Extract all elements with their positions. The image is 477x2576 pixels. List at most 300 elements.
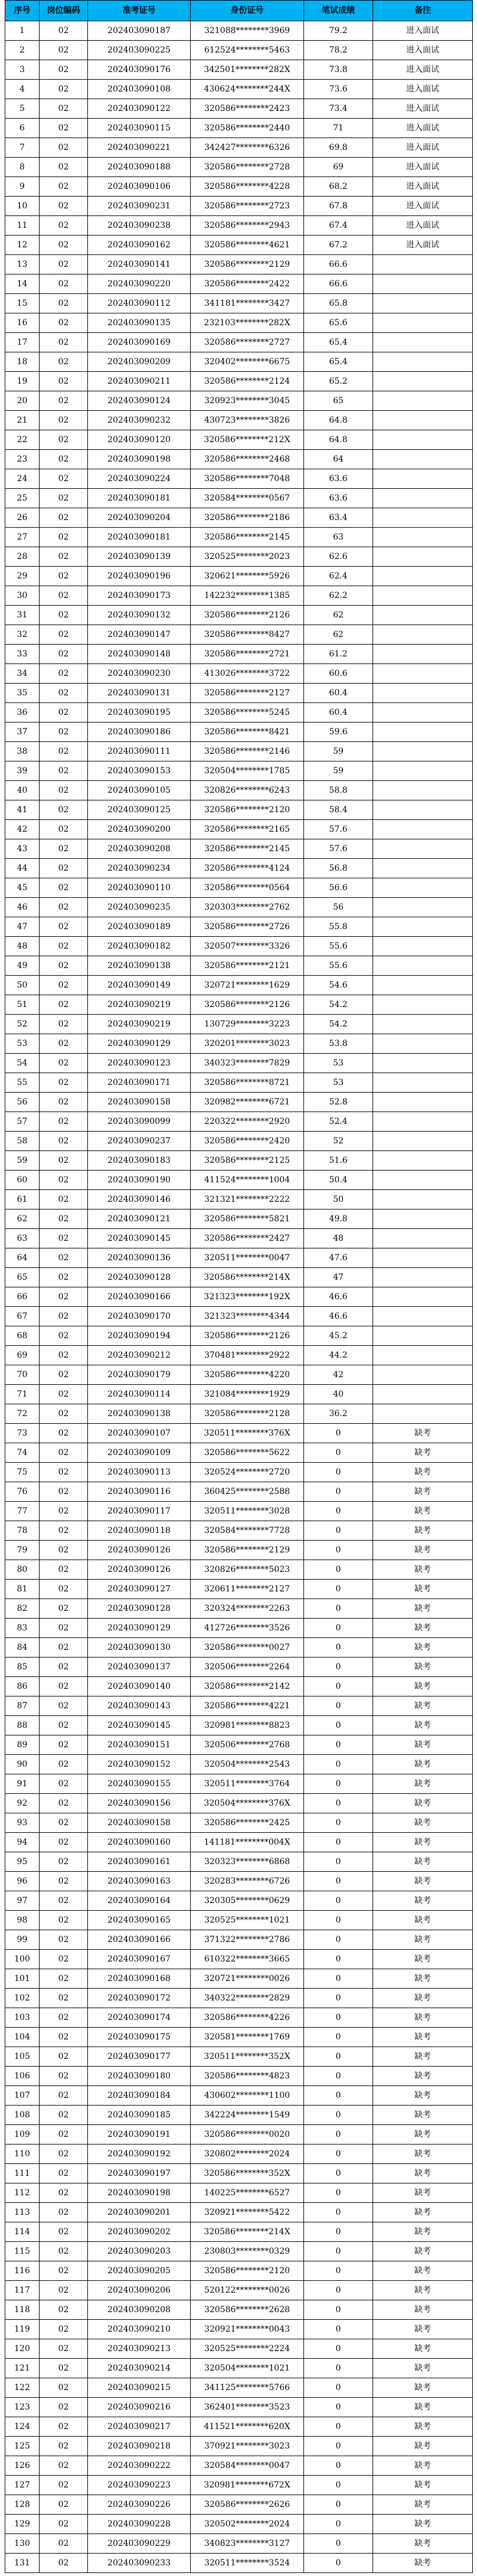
cell-no: 70 xyxy=(5,1365,40,1385)
cell-post-code: 02 xyxy=(40,2067,88,2086)
table-row xyxy=(5,1346,473,1365)
cell-written-score: 73.4 xyxy=(304,99,373,119)
cell-remark: 缺考 xyxy=(373,2398,473,2417)
table-row xyxy=(5,197,473,216)
cell-remark xyxy=(373,1112,473,1132)
cell-post-code: 02 xyxy=(40,800,88,820)
cell-ticket-number: 202403090140 xyxy=(88,1677,191,1696)
cell-written-score: 67.8 xyxy=(304,197,373,216)
cell-ticket-number: 202403090137 xyxy=(88,1658,191,1677)
cell-id-number: 320586********5821 xyxy=(191,1209,304,1229)
table-row xyxy=(5,1463,473,1482)
cell-post-code: 02 xyxy=(40,956,88,976)
cell-written-score: 0 xyxy=(304,1658,373,1677)
cell-post-code: 02 xyxy=(40,2047,88,2067)
cell-id-number: 320586********2726 xyxy=(191,917,304,937)
cell-ticket-number: 202403090106 xyxy=(88,177,191,197)
cell-no: 14 xyxy=(5,274,40,294)
cell-written-score: 0 xyxy=(304,1424,373,1443)
cell-post-code: 02 xyxy=(40,1619,88,1638)
cell-post-code: 02 xyxy=(40,450,88,469)
cell-ticket-number: 202403090148 xyxy=(88,645,191,664)
cell-post-code: 02 xyxy=(40,1073,88,1093)
cell-remark xyxy=(373,391,473,411)
table-row xyxy=(5,2456,473,2476)
cell-remark: 缺考 xyxy=(373,1950,473,1969)
cell-no: 20 xyxy=(5,391,40,411)
cell-id-number: 320586********2128 xyxy=(191,1404,304,1424)
cell-written-score: 56.6 xyxy=(304,878,373,898)
cell-ticket-number: 202403090162 xyxy=(88,236,191,255)
cell-written-score: 0 xyxy=(304,2398,373,2417)
table-row xyxy=(5,255,473,274)
cell-remark xyxy=(373,1015,473,1034)
cell-written-score: 0 xyxy=(304,2417,373,2437)
cell-written-score: 65.8 xyxy=(304,294,373,313)
cell-written-score: 0 xyxy=(304,1852,373,1872)
cell-no: 41 xyxy=(5,800,40,820)
cell-post-code: 02 xyxy=(40,1755,88,1774)
cell-ticket-number: 202403090198 xyxy=(88,450,191,469)
cell-no: 75 xyxy=(5,1463,40,1482)
cell-no: 56 xyxy=(5,1093,40,1112)
cell-post-code: 02 xyxy=(40,2222,88,2242)
cell-written-score: 0 xyxy=(304,2534,373,2554)
cell-id-number: 320586********2124 xyxy=(191,372,304,391)
cell-remark: 缺考 xyxy=(373,1794,473,1813)
col-header-ticket-number: 准考证号 xyxy=(88,1,191,21)
cell-no: 76 xyxy=(5,1482,40,1502)
cell-written-score: 57.6 xyxy=(304,839,373,859)
table-row xyxy=(5,2320,473,2339)
cell-post-code: 02 xyxy=(40,995,88,1015)
cell-id-number: 320504********1785 xyxy=(191,761,304,781)
cell-ticket-number: 202403090185 xyxy=(88,2106,191,2125)
cell-no: 26 xyxy=(5,508,40,528)
cell-id-number: 320586********4220 xyxy=(191,1365,304,1385)
cell-id-number: 320586********2468 xyxy=(191,450,304,469)
cell-post-code: 02 xyxy=(40,1190,88,1209)
cell-post-code: 02 xyxy=(40,1950,88,1969)
cell-no: 30 xyxy=(5,586,40,606)
cell-id-number: 320586********0020 xyxy=(191,2125,304,2145)
cell-no: 33 xyxy=(5,645,40,664)
cell-remark xyxy=(373,1093,473,1112)
cell-no: 22 xyxy=(5,430,40,450)
cell-post-code: 02 xyxy=(40,99,88,119)
table-row xyxy=(5,177,473,197)
table-row xyxy=(5,430,473,450)
cell-id-number: 320586********2721 xyxy=(191,645,304,664)
table-row xyxy=(5,664,473,684)
cell-remark: 缺考 xyxy=(373,2203,473,2222)
cell-post-code: 02 xyxy=(40,664,88,684)
cell-written-score: 0 xyxy=(304,2008,373,2028)
cell-post-code: 02 xyxy=(40,1034,88,1054)
cell-post-code: 02 xyxy=(40,1541,88,1560)
cell-ticket-number: 202403090160 xyxy=(88,1833,191,1852)
cell-written-score: 47 xyxy=(304,1268,373,1287)
cell-remark: 缺考 xyxy=(373,1599,473,1619)
cell-written-score: 62.4 xyxy=(304,567,373,586)
cell-remark: 缺考 xyxy=(373,2534,473,2554)
cell-post-code: 02 xyxy=(40,2203,88,2222)
cell-remark: 进入面试 xyxy=(373,216,473,236)
cell-id-number: 320586********2129 xyxy=(191,255,304,274)
cell-post-code: 02 xyxy=(40,1093,88,1112)
cell-no: 66 xyxy=(5,1287,40,1307)
cell-written-score: 50 xyxy=(304,1190,373,1209)
cell-written-score: 52.8 xyxy=(304,1093,373,1112)
cell-post-code: 02 xyxy=(40,2164,88,2183)
table-row xyxy=(5,1190,473,1209)
cell-remark: 缺考 xyxy=(373,2183,473,2203)
cell-no: 105 xyxy=(5,2047,40,2067)
table-row xyxy=(5,976,473,995)
cell-id-number: 320981********8823 xyxy=(191,1716,304,1735)
cell-id-number: 320581********1769 xyxy=(191,2028,304,2047)
cell-remark xyxy=(373,1190,473,1209)
table-row xyxy=(5,1229,473,1248)
cell-id-number: 320586********4226 xyxy=(191,2008,304,2028)
cell-post-code: 02 xyxy=(40,1911,88,1930)
cell-id-number: 320586********2126 xyxy=(191,995,304,1015)
cell-written-score: 57.6 xyxy=(304,820,373,839)
cell-post-code: 02 xyxy=(40,1404,88,1424)
cell-remark xyxy=(373,859,473,878)
cell-id-number: 430624********244X xyxy=(191,80,304,99)
cell-remark: 缺考 xyxy=(373,1521,473,1541)
cell-post-code: 02 xyxy=(40,781,88,800)
cell-written-score: 55.8 xyxy=(304,917,373,937)
cell-post-code: 02 xyxy=(40,2281,88,2300)
cell-remark: 缺考 xyxy=(373,2359,473,2378)
cell-id-number: 412726********3526 xyxy=(191,1619,304,1638)
cell-no: 130 xyxy=(5,2534,40,2554)
cell-no: 100 xyxy=(5,1950,40,1969)
cell-remark: 缺考 xyxy=(373,2378,473,2398)
cell-no: 93 xyxy=(5,1813,40,1833)
cell-id-number: 320511********376X xyxy=(191,1424,304,1443)
cell-post-code: 02 xyxy=(40,1716,88,1735)
cell-post-code: 02 xyxy=(40,138,88,158)
cell-post-code: 02 xyxy=(40,2183,88,2203)
table-row xyxy=(5,1619,473,1638)
cell-remark: 缺考 xyxy=(373,2242,473,2261)
cell-ticket-number: 202403090188 xyxy=(88,158,191,177)
cell-remark: 进入面试 xyxy=(373,41,473,60)
cell-post-code: 02 xyxy=(40,1015,88,1034)
cell-id-number: 320586********2145 xyxy=(191,528,304,547)
cell-remark: 缺考 xyxy=(373,2437,473,2456)
cell-id-number: 320511********3028 xyxy=(191,1502,304,1521)
cell-no: 15 xyxy=(5,294,40,313)
cell-remark xyxy=(373,937,473,956)
cell-written-score: 0 xyxy=(304,1560,373,1580)
table-row xyxy=(5,567,473,586)
cell-remark: 缺考 xyxy=(373,1560,473,1580)
cell-written-score: 0 xyxy=(304,2242,373,2261)
cell-written-score: 50.4 xyxy=(304,1171,373,1190)
cell-id-number: 320324********2263 xyxy=(191,1599,304,1619)
cell-no: 109 xyxy=(5,2125,40,2145)
cell-ticket-number: 202403090155 xyxy=(88,1774,191,1794)
table-row xyxy=(5,2183,473,2203)
cell-written-score: 60.6 xyxy=(304,664,373,684)
table-row xyxy=(5,333,473,352)
table-row xyxy=(5,313,473,333)
cell-post-code: 02 xyxy=(40,1852,88,1872)
cell-remark xyxy=(373,547,473,567)
cell-post-code: 02 xyxy=(40,372,88,391)
cell-no: 61 xyxy=(5,1190,40,1209)
cell-post-code: 02 xyxy=(40,2145,88,2164)
cell-remark: 缺考 xyxy=(373,1872,473,1891)
table-row xyxy=(5,1911,473,1930)
table-row xyxy=(5,60,473,80)
cell-no: 103 xyxy=(5,2008,40,2028)
table-row xyxy=(5,528,473,547)
cell-remark: 缺考 xyxy=(373,1580,473,1599)
cell-ticket-number: 202403090174 xyxy=(88,2008,191,2028)
cell-post-code: 02 xyxy=(40,1132,88,1151)
cell-ticket-number: 202403090099 xyxy=(88,1112,191,1132)
cell-no: 51 xyxy=(5,995,40,1015)
cell-ticket-number: 202403090181 xyxy=(88,528,191,547)
cell-ticket-number: 202403090184 xyxy=(88,2086,191,2106)
cell-id-number: 320586********2120 xyxy=(191,800,304,820)
cell-written-score: 0 xyxy=(304,2222,373,2242)
cell-id-number: 320402********6675 xyxy=(191,352,304,372)
cell-id-number: 340323********7829 xyxy=(191,1054,304,1073)
cell-ticket-number: 202403090172 xyxy=(88,1989,191,2008)
cell-written-score: 65 xyxy=(304,391,373,411)
cell-written-score: 44.2 xyxy=(304,1346,373,1365)
cell-remark: 缺考 xyxy=(373,2086,473,2106)
cell-ticket-number: 202403090231 xyxy=(88,197,191,216)
cell-id-number: 320586********2943 xyxy=(191,216,304,236)
table-row xyxy=(5,2515,473,2534)
cell-no: 126 xyxy=(5,2456,40,2476)
cell-remark: 缺考 xyxy=(373,2339,473,2359)
cell-remark: 进入面试 xyxy=(373,60,473,80)
cell-remark xyxy=(373,878,473,898)
cell-post-code: 02 xyxy=(40,1580,88,1599)
cell-written-score: 36.2 xyxy=(304,1404,373,1424)
cell-id-number: 320525********2023 xyxy=(191,547,304,567)
cell-ticket-number: 202403090228 xyxy=(88,2515,191,2534)
cell-post-code: 02 xyxy=(40,2261,88,2281)
cell-written-score: 0 xyxy=(304,1755,373,1774)
cell-post-code: 02 xyxy=(40,80,88,99)
cell-remark xyxy=(373,606,473,625)
cell-post-code: 02 xyxy=(40,2320,88,2339)
cell-id-number: 411524********1004 xyxy=(191,1171,304,1190)
cell-ticket-number: 202403090211 xyxy=(88,372,191,391)
cell-remark xyxy=(373,1365,473,1385)
cell-id-number: 320586********2126 xyxy=(191,1326,304,1346)
table-row xyxy=(5,1930,473,1950)
cell-remark: 缺考 xyxy=(373,1541,473,1560)
table-row xyxy=(5,1502,473,1521)
cell-written-score: 0 xyxy=(304,1774,373,1794)
cell-no: 9 xyxy=(5,177,40,197)
cell-no: 46 xyxy=(5,898,40,917)
cell-written-score: 69.8 xyxy=(304,138,373,158)
cell-post-code: 02 xyxy=(40,274,88,294)
cell-no: 31 xyxy=(5,606,40,625)
cell-written-score: 0 xyxy=(304,1541,373,1560)
cell-ticket-number: 202403090233 xyxy=(88,2554,191,2573)
table-row xyxy=(5,294,473,313)
cell-ticket-number: 202403090181 xyxy=(88,489,191,508)
cell-written-score: 52 xyxy=(304,1132,373,1151)
cell-written-score: 67.4 xyxy=(304,216,373,236)
cell-ticket-number: 202403090217 xyxy=(88,2417,191,2437)
cell-id-number: 413026********3722 xyxy=(191,664,304,684)
cell-written-score: 40 xyxy=(304,1385,373,1404)
cell-no: 88 xyxy=(5,1716,40,1735)
cell-remark: 进入面试 xyxy=(373,236,473,255)
cell-no: 117 xyxy=(5,2281,40,2300)
cell-id-number: 340322********2829 xyxy=(191,1989,304,2008)
cell-ticket-number: 202403090138 xyxy=(88,1404,191,1424)
cell-id-number: 320586********4228 xyxy=(191,177,304,197)
cell-written-score: 68.2 xyxy=(304,177,373,197)
cell-ticket-number: 202403090168 xyxy=(88,1969,191,1989)
table-row xyxy=(5,2164,473,2183)
cell-ticket-number: 202403090196 xyxy=(88,567,191,586)
table-row xyxy=(5,1482,473,1502)
cell-no: 77 xyxy=(5,1502,40,1521)
cell-no: 73 xyxy=(5,1424,40,1443)
cell-remark: 缺考 xyxy=(373,1619,473,1638)
cell-no: 2 xyxy=(5,41,40,60)
cell-id-number: 320525********1021 xyxy=(191,1911,304,1930)
table-row xyxy=(5,2222,473,2242)
table-row xyxy=(5,236,473,255)
cell-ticket-number: 202403090232 xyxy=(88,411,191,430)
cell-written-score: 0 xyxy=(304,2476,373,2495)
cell-remark xyxy=(373,1287,473,1307)
cell-ticket-number: 202403090187 xyxy=(88,21,191,41)
table-row xyxy=(5,2067,473,2086)
cell-no: 60 xyxy=(5,1171,40,1190)
cell-post-code: 02 xyxy=(40,1209,88,1229)
cell-post-code: 02 xyxy=(40,197,88,216)
cell-written-score: 0 xyxy=(304,2047,373,2067)
cell-no: 106 xyxy=(5,2067,40,2086)
table-row xyxy=(5,2242,473,2261)
cell-id-number: 320982********6721 xyxy=(191,1093,304,1112)
cell-id-number: 232103********282X xyxy=(191,313,304,333)
cell-no: 59 xyxy=(5,1151,40,1171)
cell-no: 4 xyxy=(5,80,40,99)
cell-post-code: 02 xyxy=(40,1307,88,1326)
cell-ticket-number: 202403090214 xyxy=(88,2359,191,2378)
cell-id-number: 320981********672X xyxy=(191,2476,304,2495)
cell-remark xyxy=(373,1268,473,1287)
cell-no: 21 xyxy=(5,411,40,430)
cell-ticket-number: 202403090163 xyxy=(88,1872,191,1891)
cell-ticket-number: 202403090215 xyxy=(88,2378,191,2398)
cell-remark xyxy=(373,1385,473,1404)
cell-written-score: 0 xyxy=(304,2164,373,2183)
cell-written-score: 71 xyxy=(304,119,373,138)
cell-post-code: 02 xyxy=(40,528,88,547)
cell-post-code: 02 xyxy=(40,60,88,80)
cell-ticket-number: 202403090166 xyxy=(88,1287,191,1307)
cell-written-score: 73.6 xyxy=(304,80,373,99)
cell-post-code: 02 xyxy=(40,1696,88,1716)
cell-ticket-number: 202403090229 xyxy=(88,2534,191,2554)
table-row xyxy=(5,99,473,119)
cell-ticket-number: 202403090121 xyxy=(88,1209,191,1229)
cell-id-number: 320586********4221 xyxy=(191,1696,304,1716)
cell-id-number: 370481********2922 xyxy=(191,1346,304,1365)
cell-post-code: 02 xyxy=(40,1599,88,1619)
cell-no: 80 xyxy=(5,1560,40,1580)
cell-post-code: 02 xyxy=(40,158,88,177)
cell-written-score: 0 xyxy=(304,2339,373,2359)
cell-post-code: 02 xyxy=(40,430,88,450)
cell-remark xyxy=(373,1248,473,1268)
cell-post-code: 02 xyxy=(40,2125,88,2145)
cell-remark: 缺考 xyxy=(373,1463,473,1482)
cell-post-code: 02 xyxy=(40,606,88,625)
cell-id-number: 341181********3427 xyxy=(191,294,304,313)
cell-remark xyxy=(373,684,473,703)
cell-post-code: 02 xyxy=(40,684,88,703)
cell-id-number: 320506********2768 xyxy=(191,1735,304,1755)
cell-no: 39 xyxy=(5,761,40,781)
cell-written-score: 65.2 xyxy=(304,372,373,391)
cell-ticket-number: 202403090138 xyxy=(88,956,191,976)
cell-ticket-number: 202403090149 xyxy=(88,976,191,995)
table-row xyxy=(5,547,473,567)
table-row xyxy=(5,1521,473,1541)
cell-id-number: 320586********2125 xyxy=(191,1151,304,1171)
cell-no: 27 xyxy=(5,528,40,547)
cell-ticket-number: 202403090132 xyxy=(88,606,191,625)
cell-ticket-number: 202403090143 xyxy=(88,1696,191,1716)
cell-ticket-number: 202403090204 xyxy=(88,508,191,528)
cell-written-score: 0 xyxy=(304,1463,373,1482)
cell-no: 13 xyxy=(5,255,40,274)
cell-post-code: 02 xyxy=(40,391,88,411)
cell-remark: 缺考 xyxy=(373,2515,473,2534)
cell-no: 122 xyxy=(5,2378,40,2398)
cell-id-number: 320586********4621 xyxy=(191,236,304,255)
cell-ticket-number: 202403090234 xyxy=(88,859,191,878)
cell-ticket-number: 202403090210 xyxy=(88,2320,191,2339)
cell-remark: 缺考 xyxy=(373,1696,473,1716)
table-row xyxy=(5,937,473,956)
cell-ticket-number: 202403090195 xyxy=(88,703,191,723)
table-row xyxy=(5,606,473,625)
cell-written-score: 55.6 xyxy=(304,956,373,976)
cell-post-code: 02 xyxy=(40,1443,88,1463)
cell-post-code: 02 xyxy=(40,878,88,898)
cell-remark: 缺考 xyxy=(373,1638,473,1658)
score-table xyxy=(5,0,473,2573)
cell-written-score: 0 xyxy=(304,1794,373,1813)
cell-no: 18 xyxy=(5,352,40,372)
cell-no: 83 xyxy=(5,1619,40,1638)
cell-remark xyxy=(373,411,473,430)
table-row xyxy=(5,1132,473,1151)
table-row xyxy=(5,1404,473,1424)
